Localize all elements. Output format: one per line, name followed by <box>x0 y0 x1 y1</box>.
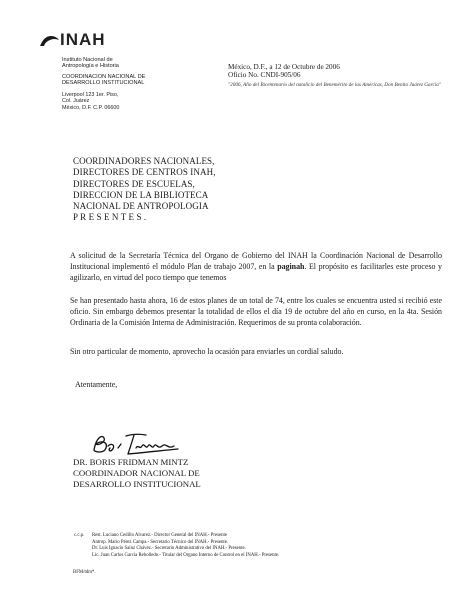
body-paragraph-3: Sin otro particular de momento, aprovecho la ocasión para enviarles un cordial saludo. <box>70 347 344 356</box>
p1-text-start: A solicitud de la Secretaría Técnica del Organo de Gobierno del INAH la Coordinación Nacional de Desarrollo Institucional implementó el módulo Plan de trabajo 2007, en la <box>70 251 442 271</box>
signer-name: DR. BORIS FRIDMAN MINTZ <box>73 457 189 467</box>
ccp-line: Lic. Juan Carlos García Rebolledo.- Titular del Organo Interno de Control en el INAH.- Presente. <box>92 552 280 558</box>
p1-text-end: . El propósito es facilitarles este proceso y agilizarlo, en virtud del poco tiempo que tenemos <box>70 262 442 282</box>
institution-line: Antropología e Historia <box>62 63 119 70</box>
ccp-label: c.c.p. <box>74 533 85 538</box>
recipient-line: DIRECTORES DE ESCUELAS, <box>73 178 195 189</box>
oficio-number: Oficio No. CNDI-905/06 <box>228 71 301 79</box>
p1-bold-word: paginah <box>277 262 305 271</box>
recipient-line: COORDINADORES NACIONALES, <box>73 156 215 166</box>
institution-name <box>62 57 172 70</box>
address-line: Liverpool 123 1er. Piso, <box>62 92 119 98</box>
institution-line: Instituto Nacional de <box>62 57 113 63</box>
closing-salutation: Atentamente, <box>75 380 118 389</box>
ccp-line: Rest. Luciano Cedillo Alvarez.- Director General del INAH.- Presente <box>92 533 227 538</box>
reference-initials: BFM/tdm*. <box>73 570 96 575</box>
year-motto: "2006, Año del Bicentenario del natalicio del Benemérito de las Américas, Don Benito Juárez García" <box>228 82 441 88</box>
signer-title: DESARROLLO INSTITUCIONAL <box>73 479 201 489</box>
handwritten-signature <box>88 428 184 460</box>
recipients-block <box>73 156 216 224</box>
ccp-line: Antrop. Mario Pérez Campa.- Secretario Técnico del INAH.- Presente. <box>92 539 229 545</box>
signer-block <box>73 457 201 490</box>
recipient-line: P R E S E N T E S . <box>73 212 147 223</box>
carbon-copy-block <box>74 533 279 559</box>
coordination-line: DESARROLLO INSTITUCIONAL <box>62 80 145 87</box>
recipient-line: DIRECTORES DE CENTROS INAH, <box>73 167 216 178</box>
inah-logo-text: INAH <box>60 30 106 49</box>
address-line: México, D.F. C.P. 06600 <box>62 104 120 111</box>
ccp-line: Dr. Luis Ignacio Sainz Chávez.- Secretario Administrativo del INAH.- Presente. <box>92 546 246 552</box>
place-date: México, D.F., a 12 de Octubre de 2006 <box>228 63 340 71</box>
address-line: Col. Juárez <box>62 98 90 105</box>
signer-title: COORDINADOR NACIONAL DE <box>73 468 200 478</box>
body-paragraph-1 <box>70 250 442 283</box>
coordination-line: COORDINACION NACIONAL DE <box>62 74 146 80</box>
address <box>62 92 172 111</box>
recipient-line: NACIONAL DE ANTROPOLOGIA <box>73 201 209 212</box>
recipient-line: DIRECCION DE LA BIBLIOTECA <box>73 189 209 200</box>
inah-logo-icon <box>38 35 60 47</box>
body-paragraph-2: Se han presentado hasta ahora, 16 de estos planes de un total de 74, entre los cuales se encuentra usted si recibió este oficio. Sin embargo debemos presentar la totalidad de ellos el día 19 de octubre del año en curso, en la 4ta. Sesión Ordinaria de la Comisión Interna de Administración. Requerimos de su pronta colaboración. <box>70 296 442 327</box>
coordination-name <box>62 74 182 87</box>
